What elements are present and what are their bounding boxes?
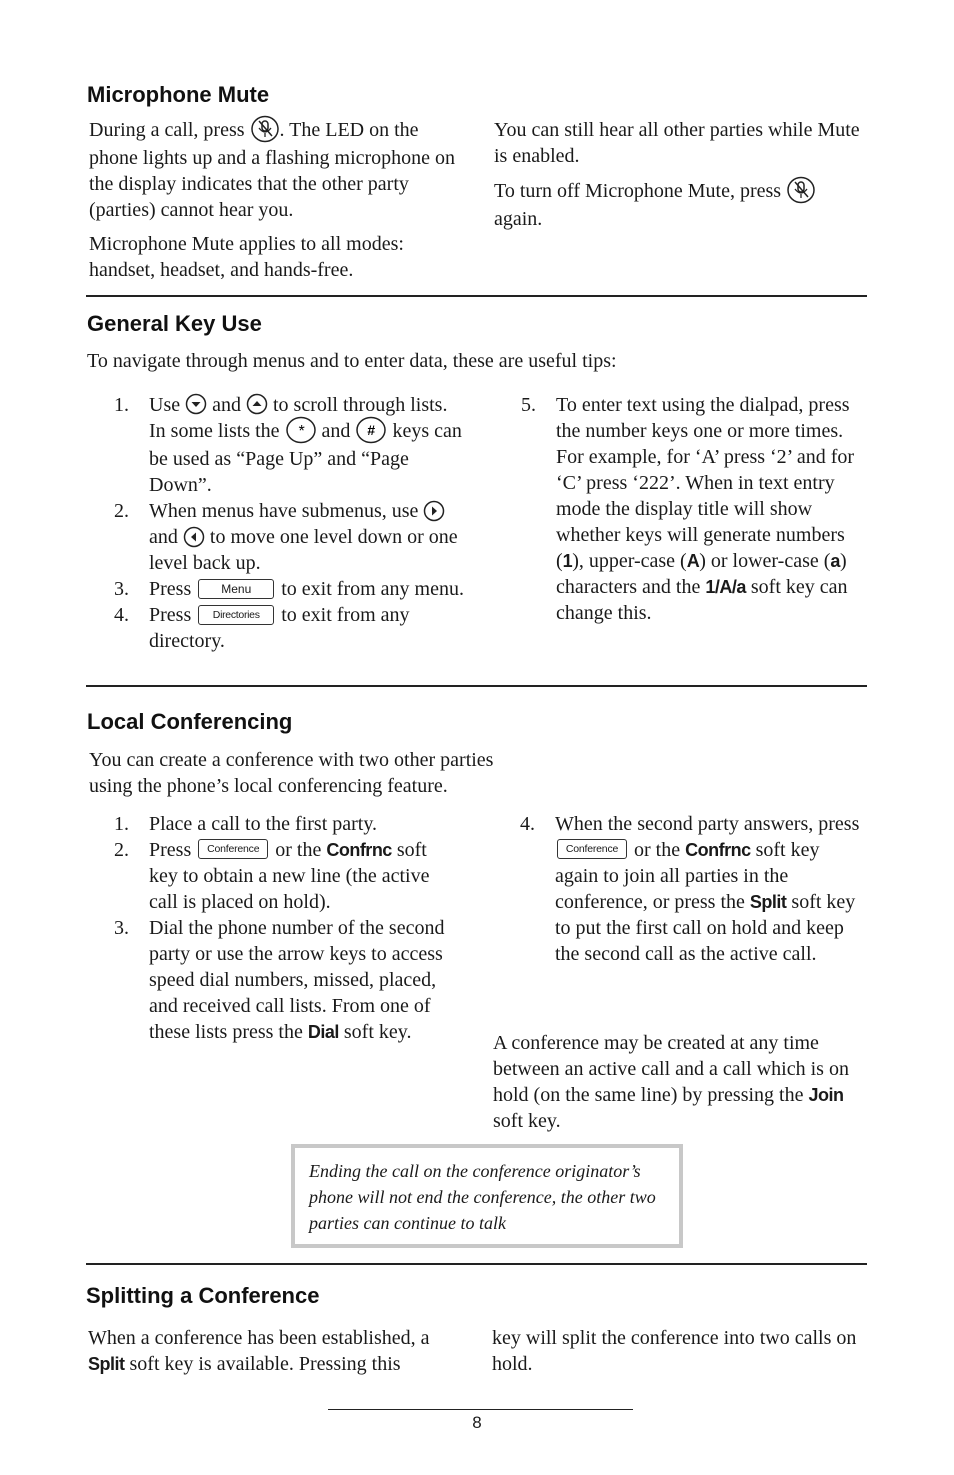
list-item (521, 392, 866, 626)
list-number: 1. (114, 813, 129, 835)
section-divider (86, 685, 867, 687)
confrnc-soft-key: Confrnc (685, 840, 751, 860)
mute-right-column (494, 117, 864, 232)
list-number: 3. (114, 917, 129, 939)
text: soft key again to join all parties in the conference, or press the (555, 839, 820, 913)
mute-paragraph-4 (494, 178, 864, 232)
section-heading-local-conferencing: Local Conferencing (87, 709, 293, 734)
text: or the (634, 839, 681, 861)
split-soft-key: Split (749, 892, 787, 912)
text: ), upper-case ( (572, 550, 687, 572)
text: When a conference has been established, a (88, 1327, 430, 1349)
text: Press (149, 604, 192, 627)
list-item (520, 811, 867, 967)
list-number: 4. (114, 604, 129, 627)
up-arrow-key-icon (246, 393, 268, 415)
conferencing-list-left (114, 811, 459, 1045)
join-soft-key: Join (808, 1085, 844, 1105)
split-soft-key: Split (88, 1354, 125, 1374)
text: . The LED on the phone lights up and a flashing microphone on the display indicates that the other party (parties) cannot hear you. (89, 119, 456, 222)
section-divider (86, 295, 867, 297)
mute-paragraph-3: You can still hear all other parties while Mute is enabled. (494, 119, 860, 167)
list-item (114, 576, 464, 602)
list-item (114, 915, 459, 1045)
mute-paragraph-2: Microphone Mute applies to all modes: handset, headset, and hands-free. (89, 233, 404, 282)
page-number: 8 (472, 1413, 482, 1432)
section-heading-splitting-a-conference: Splitting a Conference (86, 1283, 320, 1308)
text: Place a call to the first party. (149, 813, 378, 835)
text: Use (149, 394, 181, 416)
text: To turn off Microphone Mute, press (494, 180, 782, 202)
down-arrow-key-icon (185, 393, 207, 415)
left-arrow-key-icon (183, 526, 205, 548)
hash-key-label: # (367, 422, 376, 439)
text: again. (494, 208, 543, 231)
list-item (114, 602, 464, 654)
text: During a call, press (89, 119, 245, 141)
numeric-mode-glyph: 1 (562, 551, 573, 571)
text: soft key. (343, 1021, 412, 1043)
text: Press (149, 578, 192, 601)
list-item (114, 498, 464, 576)
text: to move one level down or one level back up. (149, 526, 458, 575)
list-item (114, 837, 459, 915)
text: and (212, 394, 241, 416)
text: soft key is available. Pressing this (129, 1353, 401, 1375)
split-left-paragraph (88, 1325, 453, 1377)
section-heading-general-key-use: General Key Use (87, 311, 262, 336)
conferencing-intro: You can create a conference with two other parties using the phone’s local conferencing feature. (89, 749, 494, 797)
conference-key: Conference (557, 839, 627, 859)
footer-divider (328, 1409, 633, 1410)
list-number: 5. (521, 394, 536, 416)
text: or the (275, 839, 322, 861)
text: soft key can change this. (556, 576, 848, 624)
text: When menus have submenus, use (149, 500, 419, 523)
text: to exit from any menu. (281, 578, 464, 601)
text: and (321, 420, 351, 442)
mute-microphone-icon (250, 115, 280, 143)
list-item (114, 392, 464, 498)
text: to exit from any directory. (149, 604, 410, 653)
mute-microphone-icon (786, 176, 816, 204)
text: Dial the phone number of the second party or use the arrow keys to access speed dial numbers, missed, placed, and received call lists. From one of these lists press the (149, 917, 445, 1043)
list-number: 4. (520, 813, 535, 835)
text: ) characters and the (556, 550, 847, 598)
text: keys can be used as “Page Up” and “Page Down”. (149, 420, 462, 497)
text: and (149, 526, 178, 549)
list-item (114, 811, 459, 837)
confrnc-soft-key: Confrnc (326, 840, 392, 860)
text: A conference may be created at any time between an active call and a call which is on hold (on the same line) by pressing the (493, 1032, 849, 1106)
text: ) or lower-case ( (699, 550, 831, 572)
menu-key: Menu (198, 579, 274, 599)
lowercase-mode-glyph: a (830, 551, 840, 571)
list-number: 3. (114, 578, 129, 601)
text: soft key. (493, 1110, 561, 1132)
right-arrow-key-icon (423, 500, 445, 522)
section-heading-microphone-mute: Microphone Mute (87, 82, 270, 107)
text: To enter text using the dialpad, press the number keys one or more times. For example, for ‘A’ press ‘2’ and for ‘C’ press ‘222’. When in text entry mode the display title will show whether keys will generate numbers ( (556, 394, 855, 572)
conferencing-paragraph (493, 1030, 865, 1134)
hash-key-icon (355, 416, 387, 444)
list-number: 2. (114, 839, 129, 861)
star-key-icon (285, 416, 317, 444)
text: Press (149, 839, 192, 861)
mute-paragraph-1 (89, 117, 469, 223)
text: to scroll through lists. In some lists the (149, 394, 448, 442)
key-use-intro: To navigate through menus and to enter data, these are useful tips: (87, 350, 617, 372)
split-right-paragraph: key will split the conference into two calls on hold. (492, 1327, 857, 1375)
text-mode-soft-key: 1/A/a (705, 577, 746, 597)
text: soft key to put the first call on hold and keep the second call as the active call. (555, 891, 856, 965)
star-key-label: * (297, 423, 304, 441)
text: soft key to obtain a new line (the active call is placed on hold). (149, 839, 430, 913)
list-number: 2. (114, 500, 129, 523)
text: When the second party answers, press (555, 813, 860, 835)
conference-note-box: Ending the call on the conference originator’s phone will not end the conference, the other two parties can continue to talk (291, 1144, 683, 1248)
list-number: 1. (114, 394, 129, 416)
section-divider (86, 1263, 867, 1265)
key-use-list-left (114, 392, 464, 654)
directories-key: Directories (198, 605, 274, 625)
mute-left-column (89, 117, 469, 283)
conference-key: Conference (198, 839, 268, 859)
conferencing-list-right (520, 811, 867, 967)
key-use-list-right (521, 392, 866, 626)
dial-soft-key: Dial (307, 1022, 339, 1042)
uppercase-mode-glyph: A (686, 551, 700, 571)
